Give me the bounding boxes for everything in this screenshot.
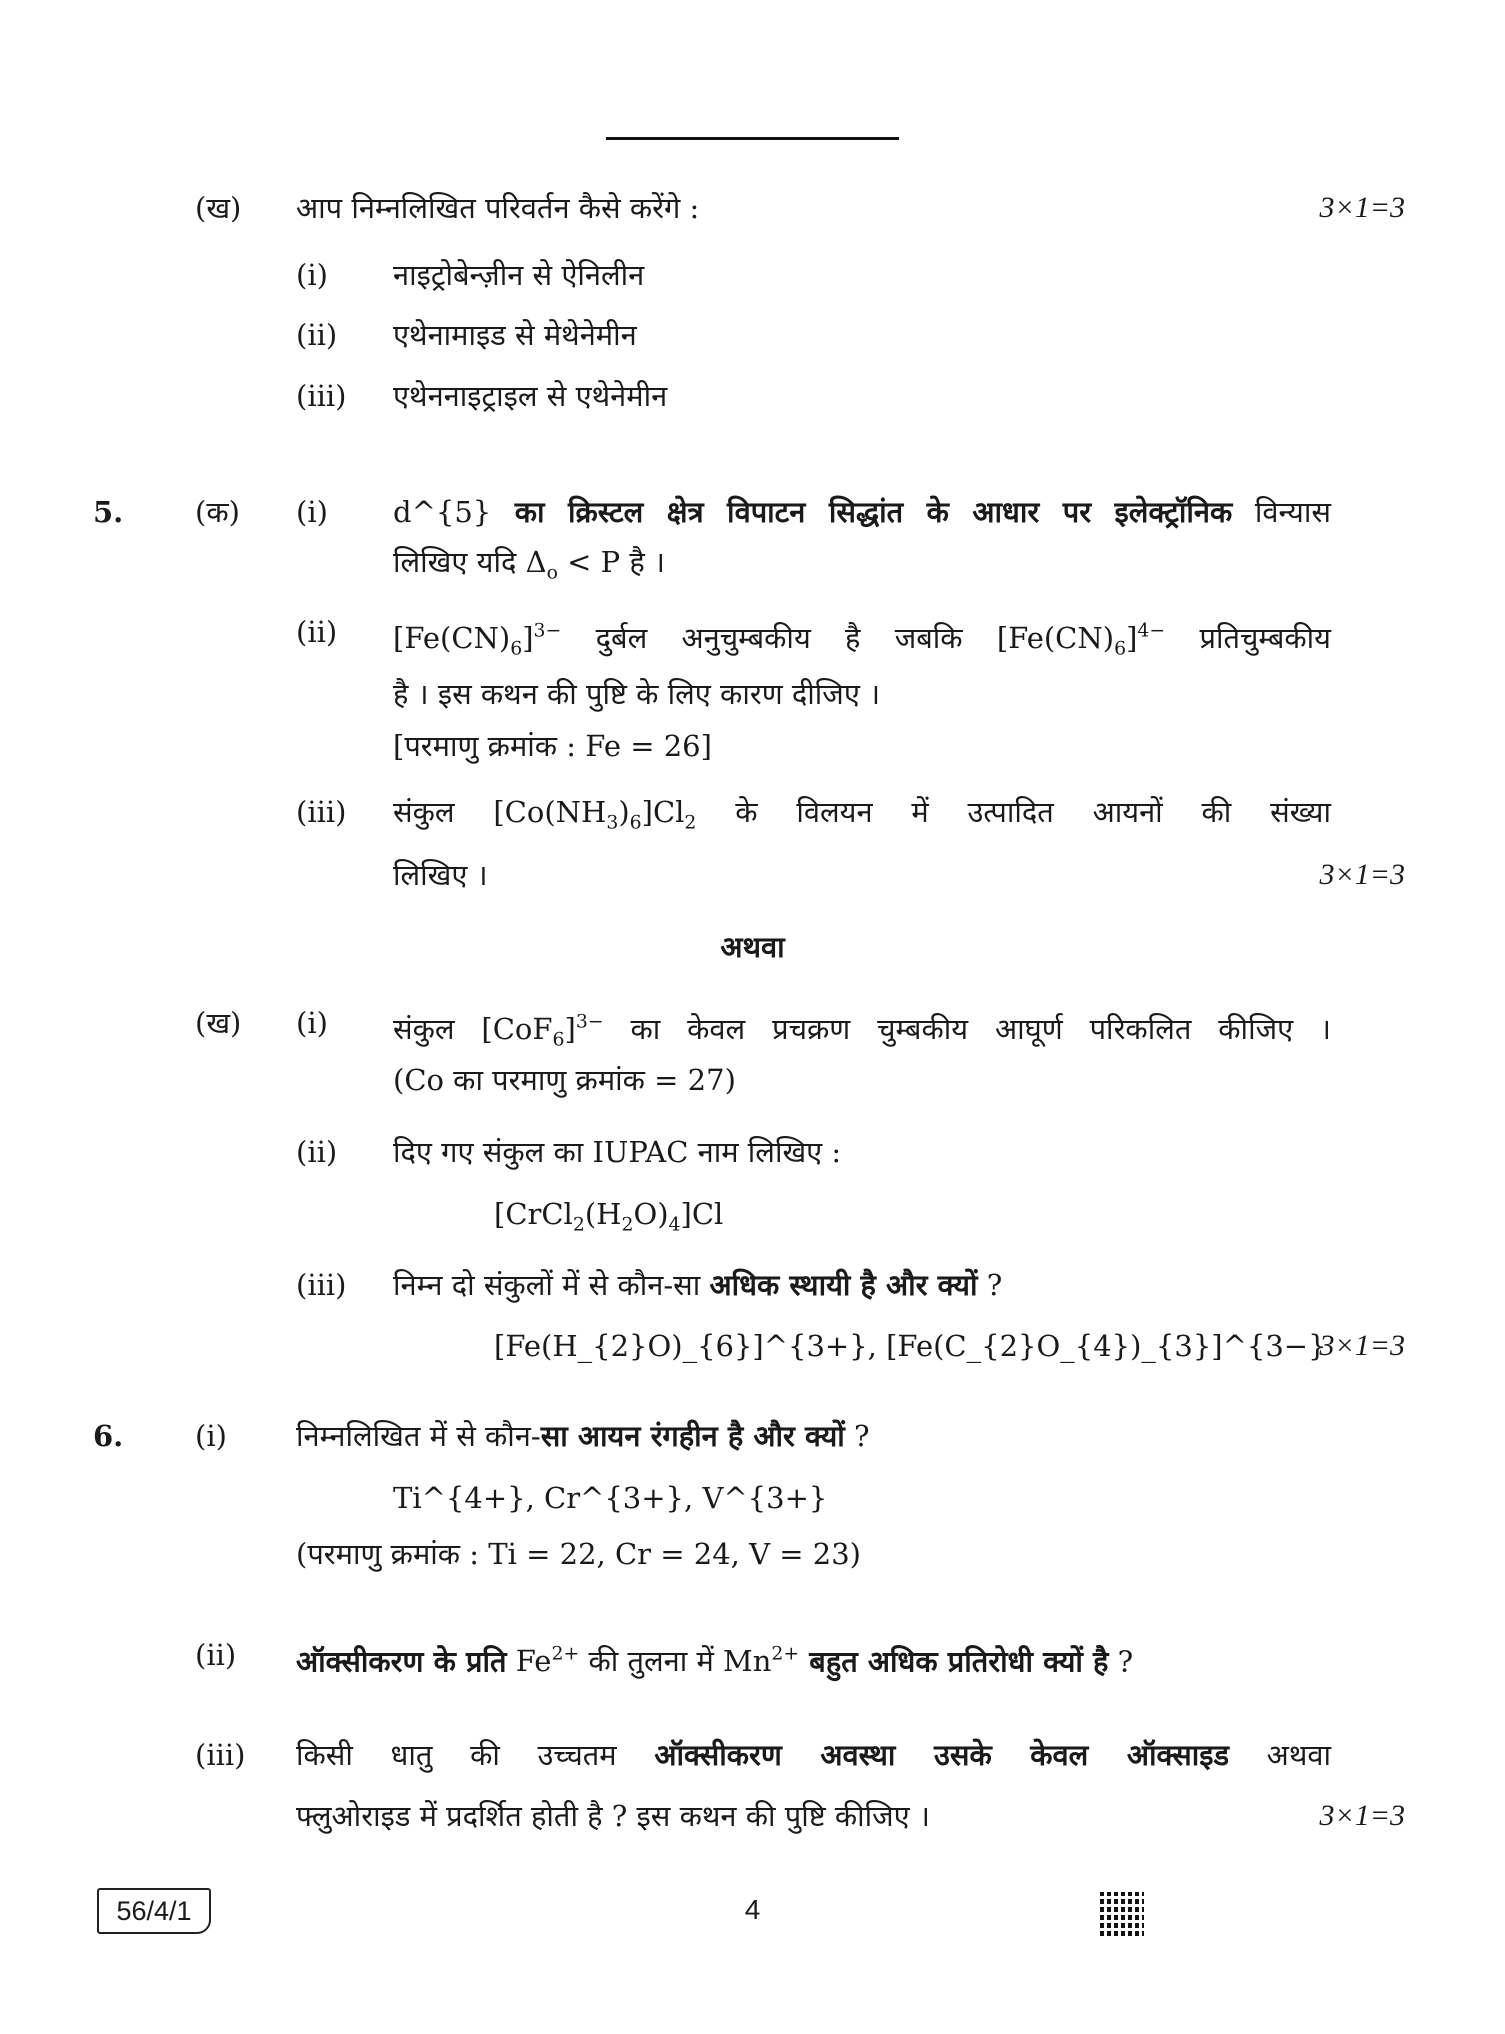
text: नाइट्रोबेन्ज़ीन से ऐनिलीन [393,258,645,292]
q4b-intro [296,190,699,226]
bold-text: ऑक्सीकरण अवस्था उसके केवल ऑक्साइड [654,1738,1230,1772]
q5a-ii-line2 [393,676,880,712]
q5a-iii-line2 [393,857,488,893]
item-number: (ii) [296,615,338,649]
q5b-i-line2 [393,1062,736,1098]
text: है । इस कथन की पुष्टि के लिए कारण दीजिए । [393,677,881,711]
item-number: (i) [296,1006,328,1040]
item-number: (ii) [296,1135,338,1169]
paper-code: 56/4/1 [97,1888,211,1934]
page-number: 4 [744,1894,761,1925]
question-number-5: 5. [93,495,124,529]
qr-code-icon [1100,1892,1144,1936]
text: आप निम्नलिखित परिवर्तन कैसे करेंगे : [296,191,700,225]
q4b-label: (ख) [195,191,242,225]
text: (Co का परमाणु क्रमांक = 27) [393,1063,736,1097]
bold-text: का क्रिस्टल क्षेत्र विपाटन सिद्धांत के आधार पर इलेक्ट्रॉनिक [491,495,1233,529]
q5a-i-line1 [393,494,1331,530]
text: ? [977,1268,1003,1302]
item-number: (i) [296,258,328,292]
text: (परमाणु क्रमांक : Ti = 22, Cr = 24, V = 23) [296,1537,861,1571]
item-number: (iii) [195,1738,246,1772]
q5b-marks: 3×1=3 [1319,1329,1405,1362]
top-divider [606,137,899,140]
item-number: (ii) [296,318,338,352]
text: निम्न दो संकुलों में से कौन-सा [393,1268,710,1302]
item-number: (iii) [296,795,347,829]
q5a-ii-line1 [393,614,1331,668]
bold-text: बहुत अधिक प्रतिरोधी क्यों है [799,1644,1109,1679]
item-number: (iii) [296,379,347,413]
text: [परमाणु क्रमांक : Fe = 26] [393,729,712,763]
q5b-ii-line1 [393,1134,841,1170]
q5a-ii-line3 [393,728,712,764]
formula-text: d^{5} [393,495,492,529]
text: विन्यास [1232,495,1331,529]
q6-i-atomic-numbers [296,1536,861,1572]
question-number-6: 6. [93,1419,124,1453]
q4b-item-1 [393,257,644,293]
q5b-ii-formula [494,1196,723,1244]
q4b-marks: 3×1=3 [1319,191,1405,224]
or-divider: अथवा [720,930,785,964]
bold-text: ऑक्सीकरण के प्रति [296,1644,507,1679]
q5a-marks: 3×1=3 [1319,858,1405,891]
item-number: (ii) [195,1638,237,1672]
text: एथेनामाइड से मेथेनेमीन [393,318,637,352]
q6-iii-line1 [296,1737,1331,1773]
formula-text: [Fe(H_{2}O)_{6}]^{3+}, [Fe(C_{2}O_{4})_{3}]^{3−} [494,1329,1327,1363]
q6-i-line1 [296,1418,870,1454]
bold-text: अधिक स्थायी है और क्यों [709,1268,978,1302]
bold-text: सा आयन रंगहीन है और क्यों [540,1419,845,1453]
item-number: (i) [296,495,328,529]
text: लिखिए । [393,858,488,892]
formula-text: $[Fe(CN)_6]^{3-}$ दुर्बल अनुचुम्बकीय है जबकि $[Fe(CN)_6]^{4-}$ प्रतिचुम्बकीय [393,621,1331,660]
formula-text: $[CrCl_2(H_2O)_4]Cl$ [494,1197,724,1236]
item-number: (i) [195,1419,227,1453]
formula-text: संकुल $[Co(NH_3)_6]Cl_2$ के विलयन में उत्पादित आयनों की संख्या [393,795,1331,834]
formula-text: संकुल $[CoF_6]^{3-}$ का केवल प्रचक्रण चुम्बकीय आघूर्ण परिकलित कीजिए । [393,1012,1331,1051]
q5a-label: (क) [195,495,240,529]
text: किसी धातु की उच्चतम [296,1738,655,1772]
text: एथेननाइट्राइल से एथेनेमीन [393,379,668,413]
formula-text: $Fe^{2+}$ की तुलना में $Mn^{2+}$ [506,1644,800,1679]
q6-iii-line2 [296,1798,930,1834]
text: ? [1108,1644,1134,1679]
q5b-iii-line1 [393,1267,1002,1303]
item-number: (iii) [296,1268,347,1302]
q6-i-ions [393,1480,827,1516]
q4b-item-3 [393,378,667,414]
q5b-iii-formula [494,1328,1327,1364]
q5a-iii-line1 [393,794,1331,842]
q6-ii-line1 [296,1637,1133,1679]
text: ? [844,1419,870,1453]
q5b-label: (ख) [195,1006,242,1040]
formula-text: Ti^{4+}, Cr^{3+}, V^{3+} [393,1481,828,1515]
formula-text: लिखिए यदि $\Delta_o < P$ है । [393,545,665,584]
text: निम्नलिखित में से कौन- [296,1419,541,1453]
text: दिए गए संकुल का IUPAC नाम लिखिए : [393,1135,842,1169]
q6-marks: 3×1=3 [1319,1799,1405,1832]
q5b-i-line1 [393,1005,1331,1059]
q5a-i-line2 [393,544,665,592]
text: फ्लुओराइड में प्रदर्शित होती है ? इस कथन की पुष्टि कीजिए । [296,1799,930,1833]
text: अथवा [1229,1738,1331,1772]
q4b-item-2 [393,317,637,353]
